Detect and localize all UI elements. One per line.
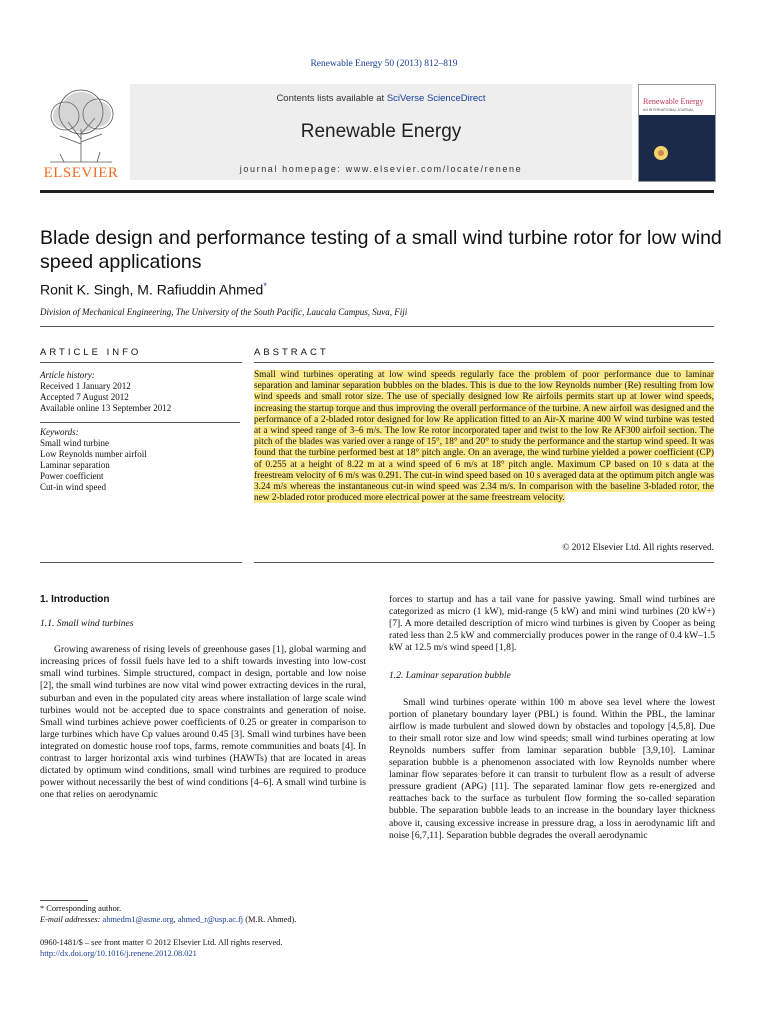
- info-divider: [40, 422, 240, 423]
- subsection-heading-laminar-separation: 1.2. Laminar separation bubble: [389, 670, 511, 682]
- corresponding-author-note: * Corresponding author.: [40, 904, 122, 913]
- history-received: Received 1 January 2012: [40, 381, 131, 391]
- sciverse-link[interactable]: SciVerse ScienceDirect: [386, 93, 486, 104]
- email-suffix: (M.R. Ahmed).: [243, 914, 297, 924]
- article-info-bottom-rule: [40, 562, 242, 563]
- abstract-copyright: © 2012 Elsevier Ltd. All rights reserved.: [562, 543, 714, 553]
- cover-title: Renewable Energy: [643, 97, 704, 106]
- keyword-item: Low Reynolds number airfoil: [40, 449, 147, 459]
- cover-band: [639, 115, 715, 181]
- keyword-item: Power coefficient: [40, 471, 104, 481]
- journal-name: Renewable Energy: [300, 121, 462, 142]
- body-column-right: [389, 594, 715, 842]
- doi-link[interactable]: http://dx.doi.org/10.1016/j.renene.2012.08.021: [40, 948, 197, 958]
- article-info-rule: [40, 362, 242, 363]
- abstract-text: [254, 370, 714, 504]
- email-line: [40, 915, 370, 926]
- elsevier-logo: [40, 84, 122, 182]
- tree-emblem-icon: [40, 84, 122, 164]
- keyword-item: Laminar separation: [40, 460, 110, 470]
- email-label: E-mail addresses:: [40, 914, 103, 924]
- article-title: Blade design and performance testing of a small wind turbine rotor for low wind speed applications: [40, 227, 722, 273]
- contents-available-line: [130, 93, 632, 104]
- paragraph: Small wind turbines operate within 100 m above sea level where the lowest portion of planetary boundary layer (PBL) is found. Within the PBL, the laminar airflow is made turbulent and slowed down by obstacles and topology [4,5,8]. Due to their small rotor size and low wind speeds; small wind turbines operating at low Reynolds numbers suffer from laminar separation bubble [3,9,10]. Laminar separation bubble is a phenomenon associated with low Reynolds number where laminar flow separates before it can transit to turbulent flow as a result of adverse pressure gradient (APG) [11]. The separated laminar flow gets re-energized and reattaches back to the surface as turbulent flow forming the so-called separation bubble. The separation bubble leads to an increase in the boundary layer thickness above it, causing excessive increase in pressure drag, a loss in aerodynamic lift and noise [6,7,11]. Separation bubble degrades the overall aerodynamic: [389, 696, 715, 841]
- keyword-item: Small wind turbine: [40, 438, 109, 448]
- publication-info: [40, 938, 370, 959]
- article-info-panel: [40, 370, 240, 493]
- keywords-label: Keywords:: [40, 427, 79, 437]
- article-info-heading: ARTICLE INFO: [40, 347, 142, 358]
- cover-emblem-icon: [639, 115, 715, 181]
- subsection-heading-small-wind-turbines: 1.1. Small wind turbines: [40, 618, 134, 630]
- abstract-highlighted-text: Small wind turbines operating at low wind speeds regularly face the problem of poor performance due to laminar separation and laminar separation bubbles on the blades. This is due to the low Reynolds number (Re) resulting from low wind speeds and small rotor size. The use of specially designed low Re airfoils permits start up at lower wind speeds, increasing the startup torque and thus improving the overall performance of the turbine. A new airfoil was designed and the performance of a 2-bladed rotor designed for low Re application fitted to an Air-X marine 400 W wind turbine was tested at a wind speed range of 3–6 m/s. The low Re rotor incorporated taper and twist to the low Re AF300 airfoil section. The pitch of the blades was varied over a range of 15°, 18° and 20° to study the performance and the startup wind speed. It was found that the turbine performed best at 18° pitch angle. On an average, the wind turbine yielded a power coefficient (CP) of 0.255 at a height of 8.22 m at a wind speed of 6 m/s at 18° pitch angle. Maximum CP based on 10 s data at the freestream velocity of 6 m/s was 0.291. The cut-in wind speed based on 10 s averaged data at the optimum pitch angle was 3.24 m/s whereas the instantaneous cut-in wind speed was 2.34 m/s. In comparison with the baseline 3-bladed rotor, the new 2-bladed rotor produced more electrical power at the same freestream velocity.: [254, 370, 714, 504]
- author-affiliation: Division of Mechanical Engineering, The University of the South Pacific, Laucala Campus, Suva, Fiji: [40, 307, 408, 317]
- journal-citation-link[interactable]: Renewable Energy 50 (2013) 812–819: [310, 59, 458, 69]
- paragraph: forces to startup and has a tail vane for passive yawing. Small wind turbines are categorized as micro (1 kW), mid-range (5 kW) and mini wind turbines (20 kW+) [7]. A more detailed description of micro wind turbines is given by Cooper as being rated less than 2.5 kW and commercially produces power in the range of 0.4 kW–1.5 kW at 12.5 m/s wind speed [1,8].: [389, 594, 715, 654]
- email-separator: ,: [173, 914, 178, 924]
- footnote: [40, 904, 370, 925]
- abstract-heading: ABSTRACT: [254, 347, 329, 358]
- keyword-item: Cut-in wind speed: [40, 482, 106, 492]
- abstract-rule: [254, 362, 714, 363]
- cover-subtitle: AN INTERNATIONAL JOURNAL: [643, 108, 694, 112]
- header-rule: [40, 190, 714, 193]
- journal-header-box: [130, 84, 632, 180]
- email-link-1[interactable]: ahmedm1@asme.org: [102, 914, 174, 924]
- corresponding-author-mark[interactable]: *: [263, 281, 267, 291]
- elsevier-wordmark: ELSEVIER: [43, 165, 119, 181]
- footnote-rule: [40, 900, 88, 901]
- history-accepted: Accepted 7 August 2012: [40, 392, 129, 402]
- journal-cover-thumbnail: [638, 84, 716, 182]
- article-authors: [40, 281, 267, 298]
- title-rule: [40, 326, 714, 327]
- author-names: Ronit K. Singh, M. Rafiuddin Ahmed: [40, 281, 264, 298]
- section-heading-introduction: 1. Introduction: [40, 594, 110, 605]
- paragraph: Growing awareness of rising levels of greenhouse gases [1], global warming and increasing prices of fossil fuels have led to a shift towards investing into low-cost small wind turbines. Simple structured, compact in design, portable and low noise [2], the small wind turbines are now vital wind power extracting devices in the rural, suburban and even in the populated city areas where installation of large scale wind turbines would not be accepted due to space constraints and generation of noise. Small wind turbines achieve power coefficients of 0.25 or greater in comparison to large turbines which have Cp values around 0.45 [3]. Small wind turbines have been integrated on domestic house roof tops, farms, remote communities and boats [4]. In contrast to larger horizontal axis wind turbines (HAWTs) that are located in areas dictated by optimum wind conditions, small wind turbines are required to produce power without necessarily the best of wind conditions [4–6]. A small wind turbine is one that relies on aerodynamic: [40, 644, 366, 801]
- body-column-left: [40, 594, 366, 801]
- email-link-2[interactable]: ahmed_r@usp.ac.fj: [177, 914, 244, 924]
- abstract-bottom-rule: [254, 562, 714, 563]
- journal-homepage-link[interactable]: journal homepage: www.elsevier.com/locate/renene: [239, 164, 523, 174]
- history-online: Available online 13 September 2012: [40, 403, 172, 413]
- history-label: Article history:: [40, 370, 95, 380]
- issn-line: 0960-1481/$ – see front matter © 2012 Elsevier Ltd. All rights reserved.: [40, 938, 283, 947]
- contents-prefix: Contents lists available at: [276, 93, 387, 104]
